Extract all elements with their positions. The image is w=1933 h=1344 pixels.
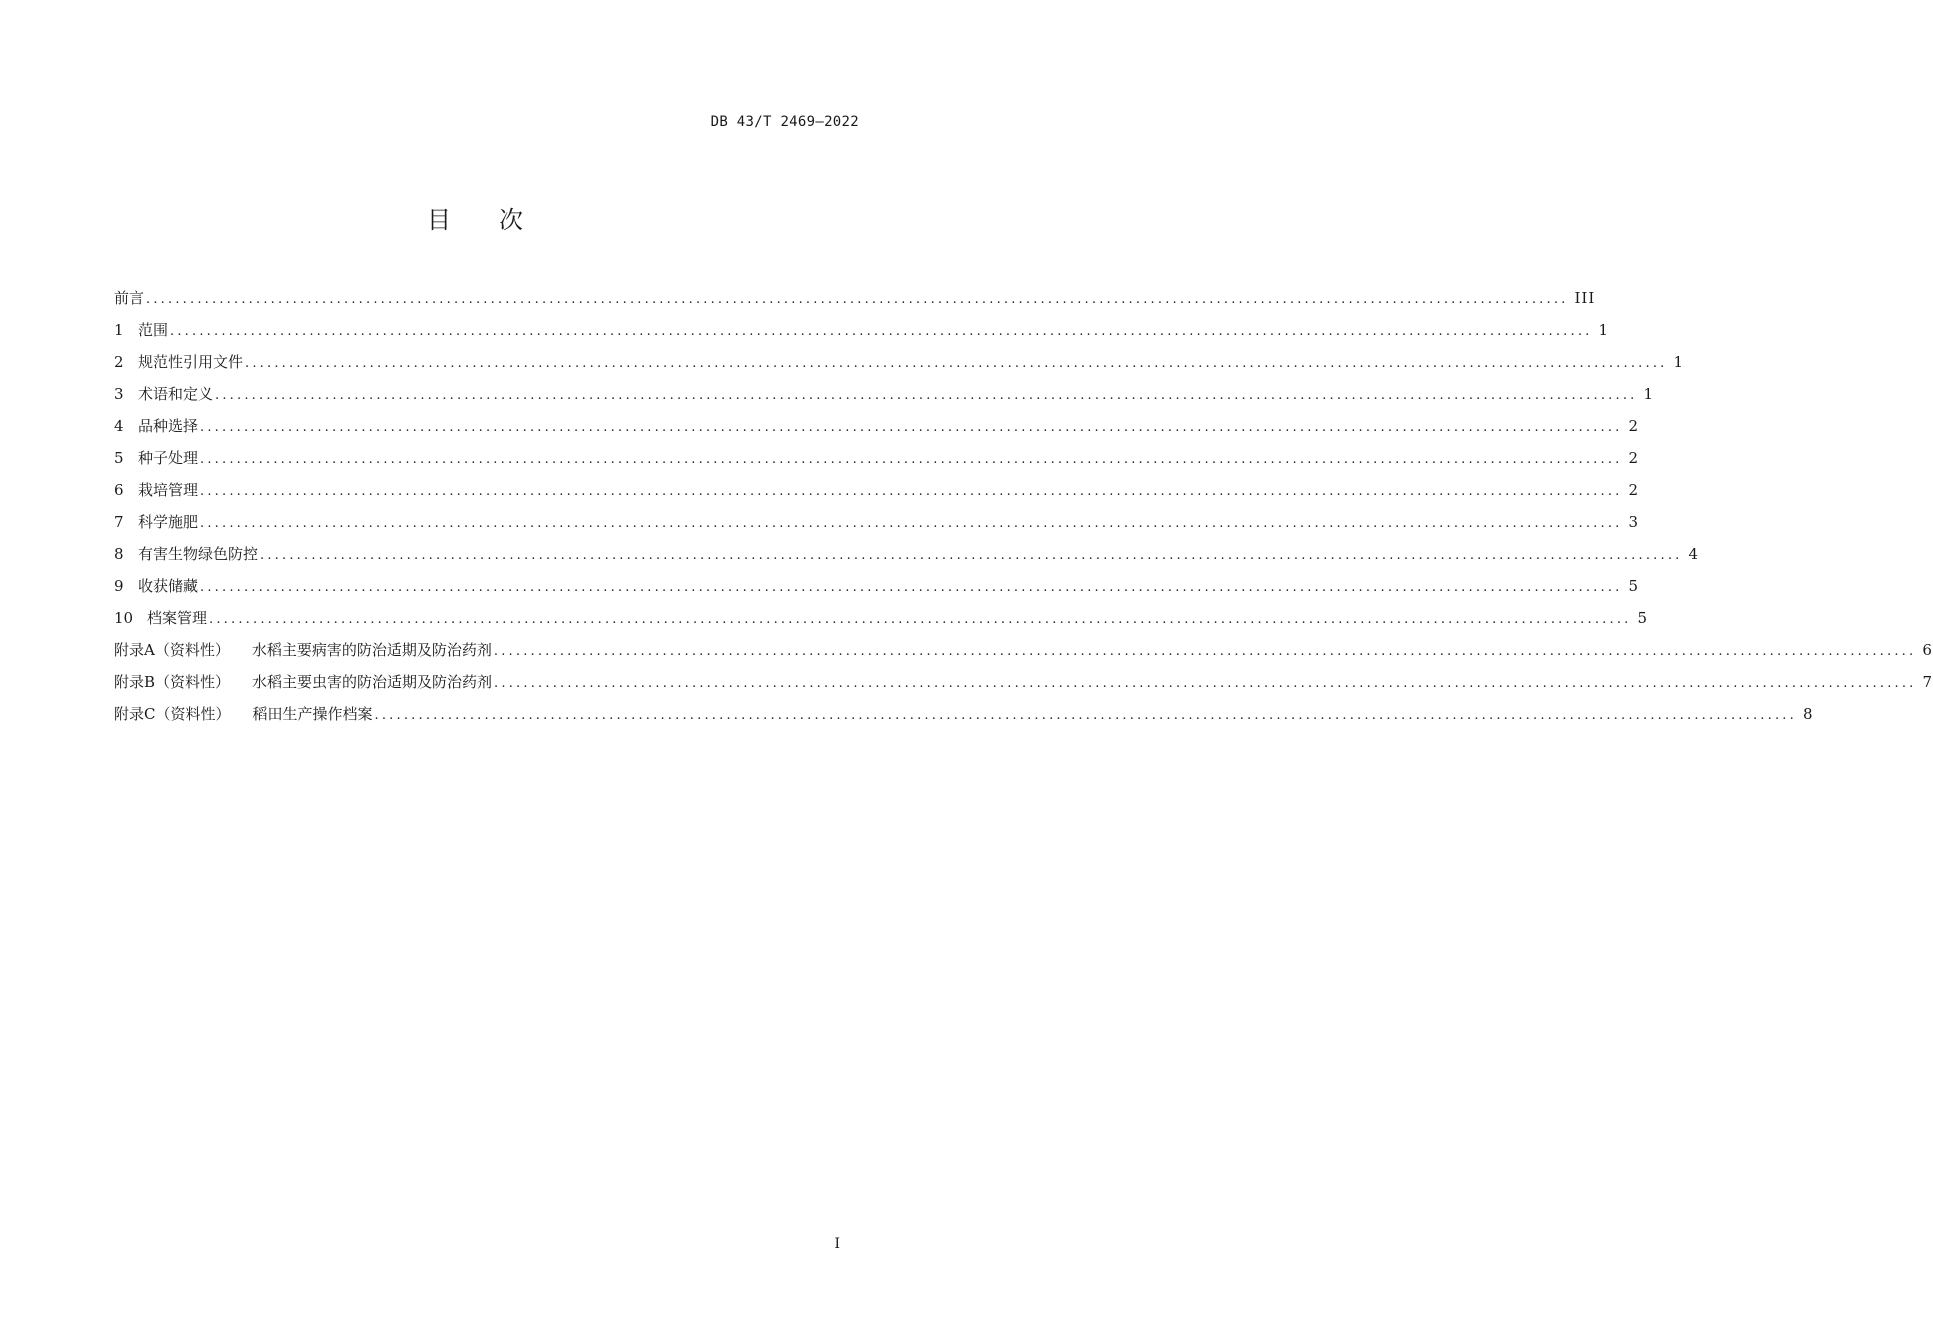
toc-page-number: 1 bbox=[1673, 353, 1685, 371]
toc-section-number: 3 bbox=[114, 385, 124, 403]
toc-entry-label: 科学施肥 bbox=[138, 513, 199, 531]
toc-section-number: 8 bbox=[114, 545, 124, 563]
toc-leader-dots: .................................................................................................................................................................................................. bbox=[146, 292, 1569, 307]
toc-page-number: 8 bbox=[1802, 705, 1814, 723]
toc-page-number: III bbox=[1574, 289, 1596, 307]
toc-title-left: 目 bbox=[427, 206, 451, 234]
toc-section-number: 7 bbox=[114, 513, 124, 531]
toc-page-number: 2 bbox=[1628, 449, 1640, 467]
toc-page-number: 5 bbox=[1628, 577, 1640, 595]
toc-entry-terms-definitions[interactable] bbox=[114, 382, 1655, 414]
toc-entry-label: 栽培管理 bbox=[138, 481, 199, 499]
toc-annex-prefix: 附录B（资料性） bbox=[114, 673, 231, 691]
toc-section-number: 5 bbox=[114, 449, 124, 467]
toc-entry-annex-b[interactable] bbox=[114, 670, 1933, 702]
toc-section-number: 10 bbox=[114, 609, 134, 627]
toc-page-number: 2 bbox=[1628, 417, 1640, 435]
toc-leader-dots: .................................................................................................................................................................................................. bbox=[245, 356, 1668, 371]
toc-leader-dots: .................................................................................................................................................................................................. bbox=[260, 548, 1683, 563]
toc-leader-dots: .................................................................................................................................................................................................. bbox=[215, 388, 1638, 403]
toc-entry-scientific-fertilization[interactable] bbox=[114, 510, 1640, 542]
toc-title bbox=[0, 200, 950, 235]
toc-entry-seed-treatment[interactable] bbox=[114, 446, 1640, 478]
toc-leader-dots: .................................................................................................................................................................................................. bbox=[494, 676, 1917, 691]
toc-entry-preface[interactable] bbox=[114, 286, 1596, 318]
toc-page-number: 5 bbox=[1637, 609, 1649, 627]
toc-entry-label: 水稻主要虫害的防治适期及防治药剂 bbox=[252, 673, 493, 691]
document-code: DB 43/T 2469—2022 bbox=[710, 114, 859, 130]
toc-entry-label: 稻田生产操作档案 bbox=[252, 705, 373, 723]
toc-entry-label: 规范性引用文件 bbox=[138, 353, 244, 371]
toc-page-number: 6 bbox=[1922, 641, 1933, 659]
toc-page-number: 1 bbox=[1643, 385, 1655, 403]
toc-entry-harvest-storage[interactable] bbox=[114, 574, 1640, 606]
toc-entry-annex-c[interactable] bbox=[114, 702, 1814, 734]
toc-leader-dots: .................................................................................................................................................................................................. bbox=[200, 484, 1623, 499]
toc-annex-prefix: 附录A（资料性） bbox=[114, 641, 230, 659]
toc-entry-label: 术语和定义 bbox=[138, 385, 214, 403]
toc-leader-dots: .................................................................................................................................................................................................. bbox=[170, 324, 1593, 339]
toc-page-number: 2 bbox=[1628, 481, 1640, 499]
toc-page-number: 4 bbox=[1688, 545, 1700, 563]
toc-entry-label: 品种选择 bbox=[138, 417, 199, 435]
toc-title-right: 次 bbox=[499, 206, 523, 234]
toc-page-number: 3 bbox=[1628, 513, 1640, 531]
toc-entry-label: 有害生物绿色防控 bbox=[138, 545, 259, 563]
toc-entry-label: 种子处理 bbox=[138, 449, 199, 467]
toc-leader-dots: .................................................................................................................................................................................................. bbox=[374, 708, 1797, 723]
toc-section-number: 9 bbox=[114, 577, 124, 595]
toc-leader-dots: .................................................................................................................................................................................................. bbox=[200, 516, 1623, 531]
toc-entry-cultivation-management[interactable] bbox=[114, 478, 1640, 510]
toc-list bbox=[114, 286, 1933, 734]
toc-leader-dots: .................................................................................................................................................................................................. bbox=[493, 644, 1917, 659]
toc-entry-variety-selection[interactable] bbox=[114, 414, 1640, 446]
toc-entry-label: 水稻主要病害的防治适期及防治药剂 bbox=[251, 641, 492, 659]
toc-entry-annex-a[interactable] bbox=[114, 638, 1933, 670]
toc-leader-dots: .................................................................................................................................................................................................. bbox=[200, 420, 1623, 435]
toc-page-number: 7 bbox=[1922, 673, 1933, 691]
toc-entry-scope[interactable] bbox=[114, 318, 1610, 350]
toc-section-number: 6 bbox=[114, 481, 124, 499]
toc-section-number: 1 bbox=[114, 321, 124, 339]
toc-entry-label: 收获储藏 bbox=[138, 577, 199, 595]
toc-page-number: 1 bbox=[1598, 321, 1610, 339]
toc-entry-normative-references[interactable] bbox=[114, 350, 1685, 382]
toc-entry-green-pest-control[interactable] bbox=[114, 542, 1700, 574]
toc-entry-label: 前言 bbox=[114, 289, 145, 307]
toc-section-number: 4 bbox=[114, 417, 124, 435]
toc-entry-records-management[interactable] bbox=[114, 606, 1649, 638]
toc-entry-label: 范围 bbox=[138, 321, 169, 339]
toc-annex-prefix: 附录C（资料性） bbox=[114, 705, 231, 723]
toc-leader-dots: .................................................................................................................................................................................................. bbox=[209, 612, 1632, 627]
toc-leader-dots: .................................................................................................................................................................................................. bbox=[200, 580, 1623, 595]
toc-leader-dots: .................................................................................................................................................................................................. bbox=[200, 452, 1623, 467]
page-number: I bbox=[834, 1236, 840, 1252]
toc-entry-label: 档案管理 bbox=[147, 609, 208, 627]
toc-section-number: 2 bbox=[114, 353, 124, 371]
